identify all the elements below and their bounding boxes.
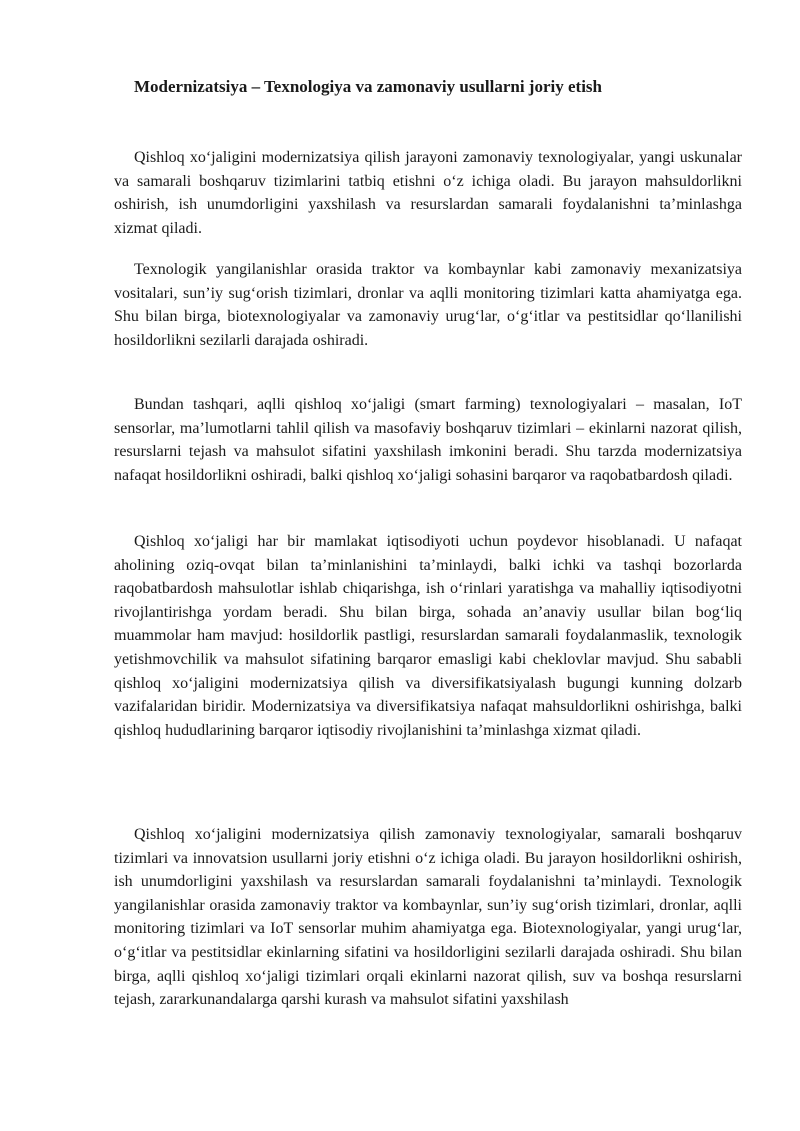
paragraph-3: Bundan tashqari, aqlli qishloq xo‘jaligi (smart farming) texnologiyalari – masalan, IoT sensorlar, ma’lumotlarni tahlil qilish va masofaviy boshqaruv tizimlari – ekinlarni nazorat qilish, resurslarni tejash va mahsulot sifatini yaxshilash imkonini beradi. Shu tarzda modernizatsiya nafaqat hosildorlikni oshiradi, balki qishloq xo‘jaligi sohasini barqaror va raqobatbardosh qiladi. bbox=[114, 396, 742, 484]
paragraph-2: Texnologik yangilanishlar orasida traktor va kombaynlar kabi zamonaviy mexanizatsiya vositalari, sun’iy sug‘orish tizimlari, dronlar va aqlli monitoring tizimlari katta ahamiyatga ega. Shu bilan birga, biotexnologiyalar va zamonaviy urug‘lar, o‘g‘itlar va pestitsidlar qo‘llanilishi hosildorlikni sezilarli darajada oshiradi. bbox=[114, 261, 742, 349]
paragraph-5: Qishloq xo‘jaligini modernizatsiya qilish zamonaviy texnologiyalar, samarali boshqaruv tizimlari va innovatsion usullarni joriy etishni o‘z ichiga oladi. Bu jarayon hosildorlikni oshirish, ish unumdorligini yaxshilash va resurslardan samarali foydalanishni ta’minlaydi. Texnologik yangilanishlar orasida zamonaviy traktor va kombaynlar, sun’iy sug‘orish tizimlari, dronlar, aqlli monitoring tizimlari va IoT sensorlar muhim ahamiyatga ega. Biotexnologiyalar, yangi urug‘lar, o‘g‘itlar va pestitsidlar ekinlarning sifatini va hosildorligini sezilarli darajada oshiradi. Shu bilan birga, aqlli qishloq xo‘jaligi tizimlari orqali ekinlarni nazorat qilish, suv va boshqa resurslarni tejash, zararkunandalarga qarshi kurash va mahsulot sifatini yaxshilash bbox=[114, 826, 742, 1009]
paragraph-1: Qishloq xo‘jaligini modernizatsiya qilish jarayoni zamonaviy texnologiyalar, yangi uskunalar va samarali boshqaruv tizimlarini tatbiq etishni o‘z ichiga oladi. Bu jarayon mahsuldorlikni oshirish, ish unumdorligini yaxshilash va resurslardan samarali foydalanishni ta’minlashga xizmat qiladi. bbox=[114, 149, 742, 237]
paragraph-4: Qishloq xo‘jaligi har bir mamlakat iqtisodiyoti uchun poydevor hisoblanadi. U nafaqat aholining oziq-ovqat bilan ta’minlanishini ta’minlaydi, balki ichki va tashqi bozorlarda raqobatbardosh mahsulotlar ishlab chiqarishga, ish o‘rinlari yaratishga va mahalliy iqtisodiyotni rivojlantirishga yordam beradi. Shu bilan birga, sohada an’anaviy usullar bilan bog‘liq muammolar ham mavjud: hosildorlik pastligi, resurslardan samarali foydalanmaslik, texnologik yetishmovchilik va mahsulot sifatining barqaror emasligi kabi cheklovlar mavjud. Shu sababli qishloq xo‘jaligini modernizatsiya qilish va diversifikatsiyalash bugungi kunning dolzarb vazifalaridan biridir. Modernizatsiya va diversifikatsiya nafaqat mahsuldorlikni oshirishga, balki qishloq hududlarining barqaror iqtisodiy rivojlanishini ta’minlashga xizmat qiladi. bbox=[114, 533, 742, 739]
document-title: Modernizatsiya – Texnologiya va zamonaviy usullarni joriy etish bbox=[134, 77, 602, 96]
